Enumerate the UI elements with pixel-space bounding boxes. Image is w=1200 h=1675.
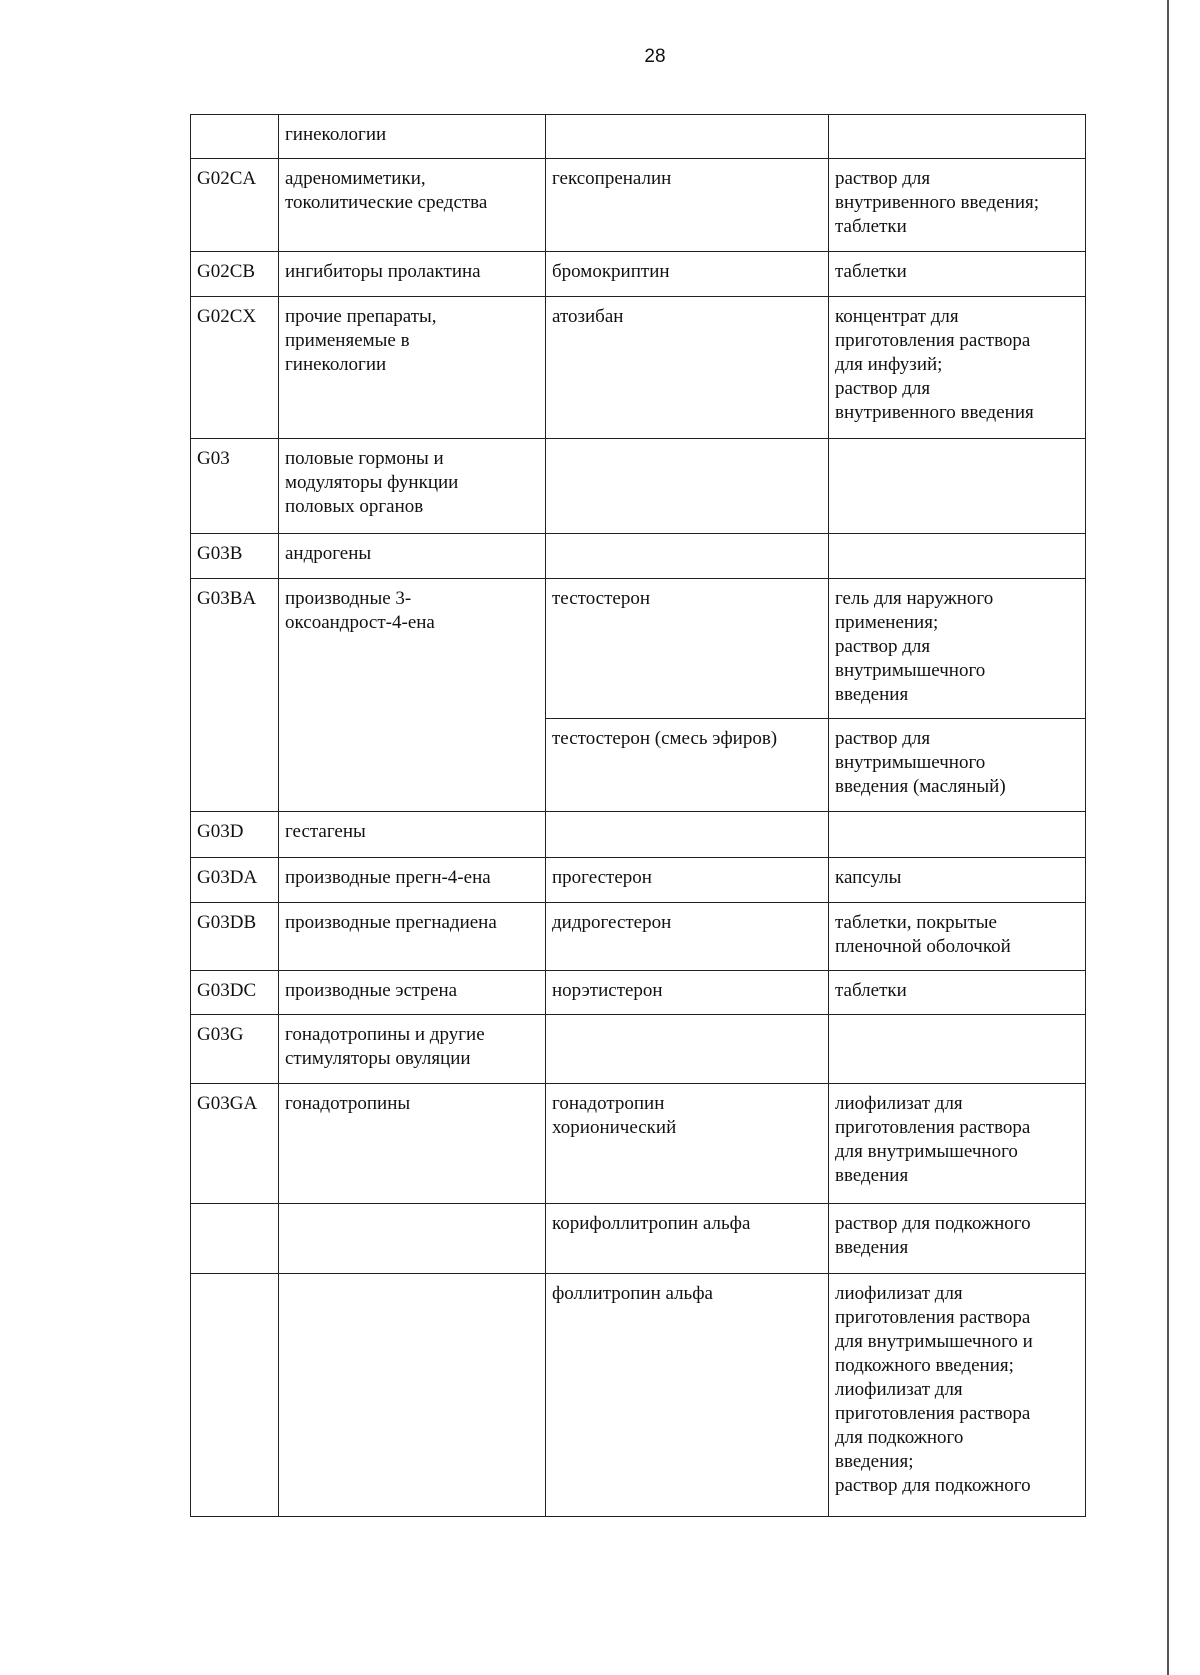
substance-cell: тестостерон (смесь эфиров)	[546, 719, 829, 812]
dosage-form-cell: таблетки, покрытые пленочной оболочкой	[829, 903, 1086, 971]
atc-code-cell: G03GA	[191, 1084, 279, 1204]
group-name-cell	[279, 1274, 546, 1517]
table-row	[191, 297, 1086, 439]
table-row	[191, 579, 1086, 719]
table-row	[191, 1274, 1086, 1517]
dosage-form-cell	[829, 812, 1086, 858]
table-row	[191, 971, 1086, 1015]
dosage-form-cell: раствор для внутривенного введения; таблетки	[829, 159, 1086, 252]
atc-code-cell	[191, 115, 279, 159]
dosage-form-cell: гель для наружного применения; раствор для внутримышечного введения	[829, 579, 1086, 719]
dosage-form-cell: капсулы	[829, 858, 1086, 903]
group-name-cell: гонадотропины и другие стимуляторы овуляции	[279, 1015, 546, 1084]
substance-cell: норэтистерон	[546, 971, 829, 1015]
dosage-form-cell: лиофилизат для приготовления раствора для внутримышечного введения	[829, 1084, 1086, 1204]
group-name-cell: производные прегн-4-ена	[279, 858, 546, 903]
substance-cell: корифоллитропин альфа	[546, 1204, 829, 1274]
table-row	[191, 1204, 1086, 1274]
substance-cell: фоллитропин альфа	[546, 1274, 829, 1517]
dosage-form-cell	[829, 1015, 1086, 1084]
group-name-cell: гонадотропины	[279, 1084, 546, 1204]
substance-cell: гонадотропин хорионический	[546, 1084, 829, 1204]
dosage-form-cell: лиофилизат для приготовления раствора для внутримышечного и подкожного введения; лиофилизат для приготовления раствора для подкожного введения; раствор для подкожного	[829, 1274, 1086, 1517]
group-name-cell: гестагены	[279, 812, 546, 858]
substance-cell	[546, 812, 829, 858]
atc-code-cell: G03B	[191, 534, 279, 579]
dosage-form-cell	[829, 534, 1086, 579]
atc-code-cell: G03G	[191, 1015, 279, 1084]
substance-cell	[546, 115, 829, 159]
group-name-cell: адреномиметики, токолитические средства	[279, 159, 546, 252]
atc-code-cell	[191, 1204, 279, 1274]
substance-cell: дидрогестерон	[546, 903, 829, 971]
table-row	[191, 534, 1086, 579]
atc-code-cell: G02CB	[191, 252, 279, 297]
group-name-cell	[279, 1204, 546, 1274]
page-number: 28	[644, 46, 666, 67]
dosage-form-cell: таблетки	[829, 971, 1086, 1015]
substance-cell: тестостерон	[546, 579, 829, 719]
group-name-cell: производные прегнадиена	[279, 903, 546, 971]
group-name-cell: андрогены	[279, 534, 546, 579]
table-row	[191, 858, 1086, 903]
atc-code-cell: G03BA	[191, 579, 279, 812]
scan-edge-line	[1167, 0, 1169, 1675]
substance-cell: бромокриптин	[546, 252, 829, 297]
substance-cell	[546, 534, 829, 579]
atc-code-cell: G03DB	[191, 903, 279, 971]
dosage-form-cell: раствор для подкожного введения	[829, 1204, 1086, 1274]
atc-code-cell: G03	[191, 439, 279, 534]
substance-cell	[546, 439, 829, 534]
substance-cell	[546, 1015, 829, 1084]
dosage-form-cell: таблетки	[829, 252, 1086, 297]
group-name-cell: гинекологии	[279, 115, 546, 159]
group-name-cell: прочие препараты, применяемые в гинекологии	[279, 297, 546, 439]
table-row	[191, 159, 1086, 252]
substance-cell: прогестерон	[546, 858, 829, 903]
table-row	[191, 115, 1086, 159]
atc-code-cell: G03DA	[191, 858, 279, 903]
atc-code-cell: G02CX	[191, 297, 279, 439]
substance-cell: гексопреналин	[546, 159, 829, 252]
atc-code-cell	[191, 1274, 279, 1517]
drug-classification-table	[190, 114, 1086, 1517]
table-row	[191, 1015, 1086, 1084]
dosage-form-cell: раствор для внутримышечного введения (масляный)	[829, 719, 1086, 812]
atc-code-cell: G02CA	[191, 159, 279, 252]
group-name-cell: ингибиторы пролактина	[279, 252, 546, 297]
table-row	[191, 252, 1086, 297]
table-row	[191, 903, 1086, 971]
dosage-form-cell	[829, 439, 1086, 534]
group-name-cell: половые гормоны и модуляторы функции половых органов	[279, 439, 546, 534]
atc-code-cell: G03D	[191, 812, 279, 858]
group-name-cell: производные эстрена	[279, 971, 546, 1015]
table-row	[191, 439, 1086, 534]
table-row	[191, 812, 1086, 858]
atc-code-cell: G03DC	[191, 971, 279, 1015]
dosage-form-cell	[829, 115, 1086, 159]
dosage-form-cell: концентрат для приготовления раствора для инфузий; раствор для внутривенного введения	[829, 297, 1086, 439]
group-name-cell: производные 3- оксоандрост-4-ена	[279, 579, 546, 812]
substance-cell: атозибан	[546, 297, 829, 439]
table-row	[191, 1084, 1086, 1204]
